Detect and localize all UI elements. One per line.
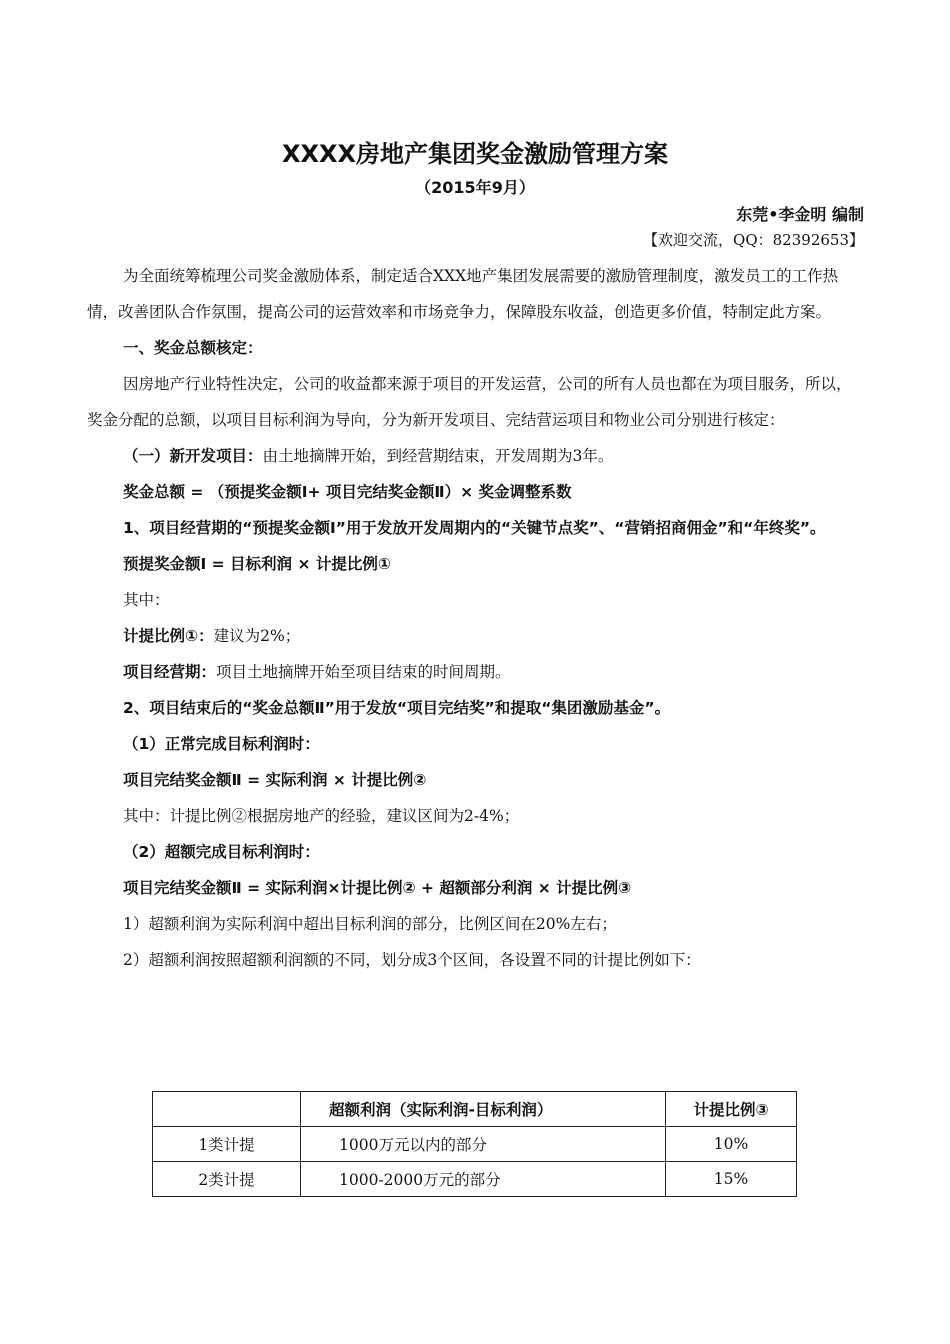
ratio1-text: 建议为2%； (213, 627, 301, 645)
formula-total: 奖金总额 = （预提奖金额Ⅰ+ 项目完结奖金额Ⅱ）× 奖金调整系数 (123, 483, 572, 501)
subsection-text: 由土地摘牌开始，到经营期结束，开发周期为3年。 (262, 447, 614, 465)
ratio-table (152, 1091, 797, 1197)
case-1: （1）正常完成目标利润时： (123, 735, 320, 753)
item-2: 2、项目结束后的“奖金总额Ⅱ”用于发放“项目完结奖”和提取“集团激励基金”。 (123, 699, 671, 717)
period-label: 项目经营期： (123, 663, 217, 681)
document-author: 东莞•李金明 编制 (736, 205, 864, 224)
item-1: 1、项目经营期的“预提奖金额Ⅰ”用于发放开发周期内的“关键节点奖”、“营销招商佣金”和“年终奖”。 (123, 519, 826, 537)
subsection-new-project (87, 438, 863, 474)
table-cell: 10% (666, 1127, 797, 1162)
table-header-cell (153, 1092, 301, 1127)
section1-heading: 一、奖金总额核定： (123, 339, 263, 357)
ratio1-line (87, 618, 863, 654)
ratio1-label: 计提比例①： (123, 627, 214, 645)
table-cell: 1000-2000万元的部分 (301, 1162, 666, 1197)
table-row (153, 1127, 797, 1162)
table-header-row (153, 1092, 797, 1127)
section1-paragraph: 因房地产行业特性决定，公司的收益都来源于项目的开发运营，公司的所有人员也都在为项目服务，所以，奖金分配的总额，以项目目标利润为导向，分为新开发项目、完结营运项目和物业公司分别进行核定： (87, 375, 852, 429)
case-2: （2）超额完成目标利润时： (123, 843, 320, 861)
table-row (153, 1162, 797, 1197)
formula-1: 预提奖金额Ⅰ = 目标利润 × 计提比例① (123, 555, 391, 573)
document-date: （2015年9月） (415, 178, 535, 197)
formula-2: 项目完结奖金额Ⅱ = 实际利润 × 计提比例② (123, 771, 427, 789)
table-header-cell: 计提比例③ (666, 1092, 797, 1127)
table-cell: 2类计提 (153, 1162, 301, 1197)
ratio2-line: 其中：计提比例②根据房地产的经验，建议区间为2-4%； (123, 807, 520, 825)
note-1: 1）超额利润为实际利润中超出目标利润的部分，比例区间在20%左右； (123, 915, 617, 933)
document-body (87, 258, 863, 978)
period-line (87, 654, 863, 690)
intro-paragraph: 为全面统筹梳理公司奖金激励体系，制定适合XXX地产集团发展需要的激励管理制度，激发员工的工作热情，改善团队合作氛围，提高公司的运营效率和市场竞争力，保障股东收益，创造更多价值，特制定此方案。 (87, 267, 839, 321)
table-cell: 1000万元以内的部分 (301, 1127, 666, 1162)
period-text: 项目土地摘牌开始至项目结束的时间周期。 (216, 663, 511, 681)
document-title: XXXX房地产集团奖金激励管理方案 (281, 140, 668, 168)
document-contact: 【欢迎交流，QQ：82392653】 (643, 231, 864, 249)
note-2: 2）超额利润按照超额利润额的不同，划分成3个区间，各设置不同的计提比例如下： (123, 951, 701, 969)
subsection-label: （一）新开发项目： (123, 447, 263, 465)
where-label: 其中： (123, 591, 170, 609)
table-cell: 15% (666, 1162, 797, 1197)
table-header-cell: 超额利润（实际利润-目标利润） (301, 1092, 666, 1127)
formula-3: 项目完结奖金额Ⅱ = 实际利润×计提比例② + 超额部分利润 × 计提比例③ (123, 879, 632, 897)
table-cell: 1类计提 (153, 1127, 301, 1162)
